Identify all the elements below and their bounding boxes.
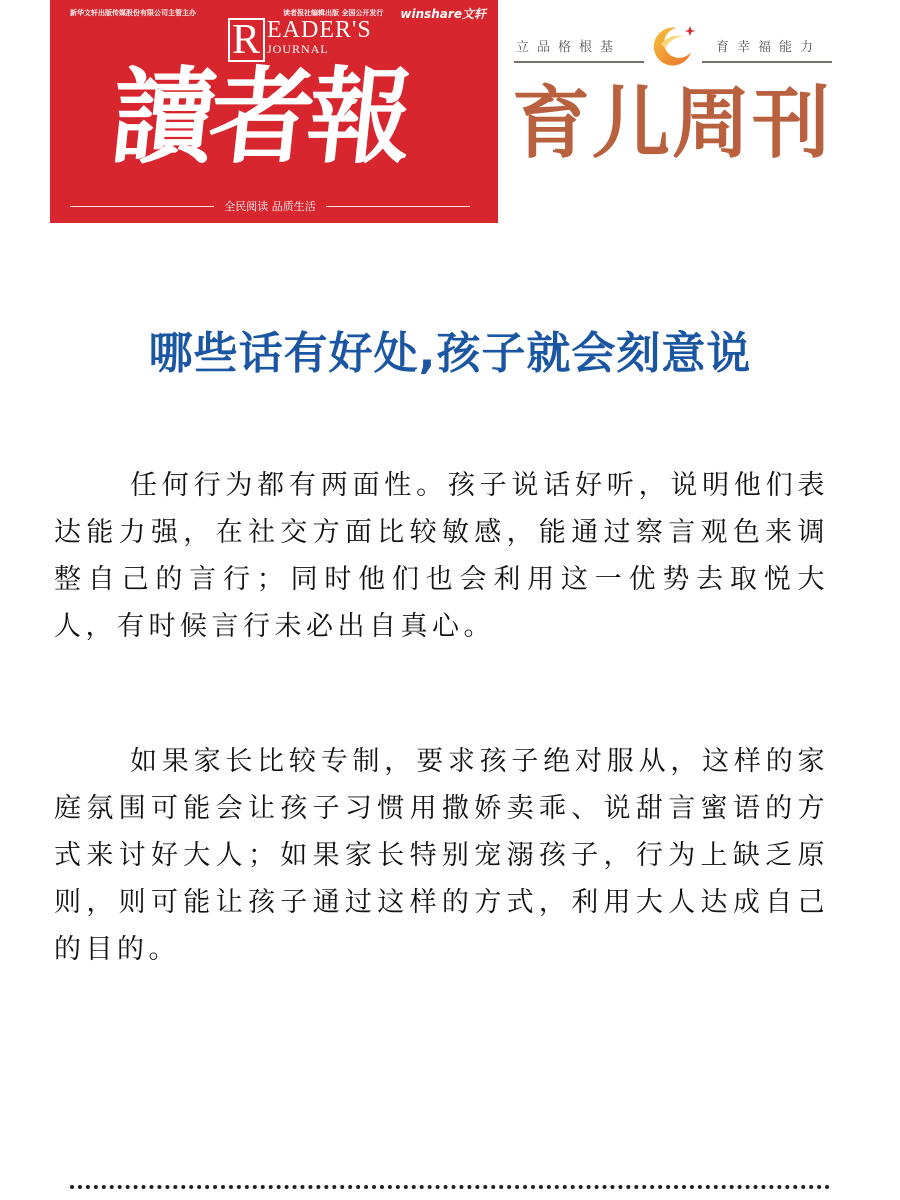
winshare-logo-share: share — [424, 6, 462, 21]
masthead-slogan: 全民阅读 品质生活 — [224, 200, 316, 213]
winshare-logo — [400, 5, 486, 22]
chinese-masthead-title: 讀者報 — [105, 55, 413, 178]
english-title-journal: JOURNAL — [267, 42, 329, 56]
publication-title: 育儿周刊 — [512, 79, 833, 169]
article-paragraph: 如果家长比较专制，要求孩子绝对服从，这样的家庭氛围可能会让孩子习惯用撒娇卖乖、说甜言蜜语的方式来讨好大人；如果家长特别宠溺孩子，行为上缺乏原则，则可能让孩子通过这样的方式，利用大人达成自己的目的。 — [54, 746, 829, 965]
english-title-rest-block — [267, 18, 372, 56]
edition-line: 读者报社编辑出版 全国公开发行 — [282, 9, 384, 17]
slogan-rule-right — [326, 206, 470, 207]
winshare-logo-cn: 文轩 — [461, 6, 486, 21]
slogan-rule-left — [70, 206, 214, 207]
dotted-divider — [70, 1185, 830, 1189]
article-headline: 哪些话有好处,孩子就会刻意说 — [148, 328, 752, 379]
motto-rule-right — [702, 61, 832, 63]
english-title-rest: EADER'S — [267, 17, 372, 43]
masthead-slogan-row — [70, 198, 470, 214]
readers-journal-masthead — [50, 0, 498, 223]
winshare-logo-win: win — [400, 6, 425, 21]
motto-right: 育幸福能力 — [716, 40, 822, 55]
english-title-initial: R — [228, 18, 265, 62]
crescent-star-logo-icon — [647, 22, 697, 66]
publisher-line: 新华文轩出版传媒股份有限公司主管主办 — [70, 9, 196, 17]
article-paragraph: 任何行为都有两面性。孩子说话好听，说明他们表达能力强，在社交方面比较敏感，能通过察言观色来调整自己的言行；同时他们也会利用这一优势去取悦大人，有时候言行未必出自真心。 — [54, 470, 829, 642]
motto-left: 立品格根基 — [516, 40, 622, 55]
motto-rule-left — [514, 61, 644, 63]
